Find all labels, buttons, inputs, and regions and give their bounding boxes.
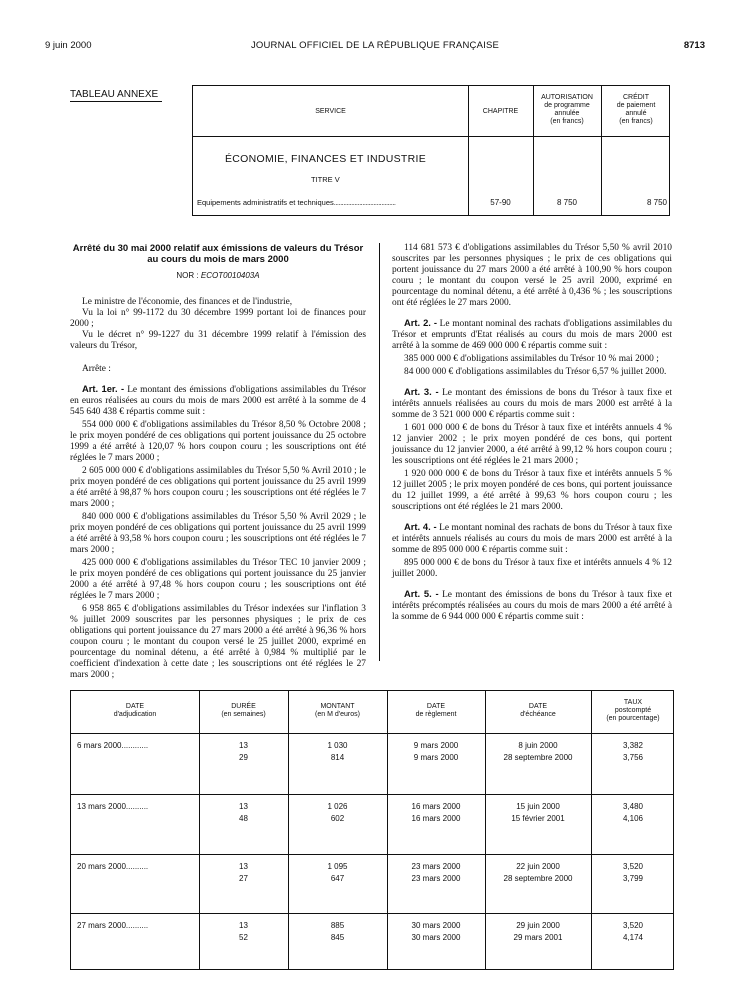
table-divider (71, 913, 673, 914)
row-label: Equipements administratifs et techniques....................................... (197, 198, 396, 207)
table-cell-montant: 885 845 (330, 921, 345, 942)
table-cell-adjudication: 27 mars 2000.......... (77, 921, 149, 930)
paragraph: Vu le décret n° 99-1227 du 31 décembre 1999 relatif à l'émission des valeurs du Trésor, (70, 330, 366, 351)
table-cell-adjudication: 13 mars 2000.......... (77, 802, 149, 811)
table-cell-taux: 3,520 4,174 (622, 921, 644, 942)
header-chapitre: CHAPITRE (482, 108, 519, 115)
table-cell-montant: 1 030 814 (327, 741, 348, 762)
page-header (45, 40, 705, 54)
arrete-word: Arrête : (82, 364, 111, 374)
table-cell-taux: 3,480 4,106 (622, 802, 644, 823)
titre-label: TITRE V (311, 175, 340, 184)
header-service: SERVICE (315, 108, 346, 115)
ministry-name: ÉCONOMIE, FINANCES ET INDUSTRIE (225, 153, 427, 165)
table-cell-reglement: 30 mars 2000 30 mars 2000 (411, 921, 461, 942)
table-cell-adjudication: 6 mars 2000............ (77, 741, 149, 750)
nor-reference: NOR : ECOT0010403A (176, 271, 260, 280)
table-cell-reglement: 23 mars 2000 23 mars 2000 (411, 862, 461, 883)
paragraph: Vu la loi n° 99-1172 du 30 décembre 1999 portant loi de finances pour 2000 ; (70, 308, 366, 329)
column-divider (379, 243, 380, 661)
table-divider (71, 733, 673, 734)
list-item: 84 000 000 € d'obligations assimilables du Trésor 6,57 % juillet 2000. (404, 367, 667, 377)
table-divider (71, 854, 673, 855)
table-cell-duree: 13 29 (239, 741, 248, 762)
annexe-label: TABLEAU ANNEXE (70, 89, 162, 102)
article-5: Art. 5. - Le montant des émissions de bons du Trésor à taux fixe et intérêts précomptés réalisées au cours du mois de mars 2000 a été arrêté à la somme de 6 944 000 000 € répartis comme suit : (392, 588, 673, 622)
list-item: 385 000 000 € d'obligations assimilables du Trésor 10 % mai 2000 ; (404, 354, 659, 364)
article-3: Art. 3. - Le montant des émissions de bons du Trésor à taux fixe et intérêts annuels réalisées au cours du mois de mars 2000 est arrêté à la somme de 3 521 000 000 € répartis comme suit : (392, 386, 673, 420)
table-cell-taux: 3,382 3,756 (622, 741, 644, 762)
table-cell-echeance: 22 juin 2000 28 septembre 2000 (503, 862, 573, 883)
row-chapitre: 57-90 (490, 198, 511, 207)
table-cell-duree: 13 48 (239, 802, 248, 823)
list-item: 6 958 865 € d'obligations assimilables du Trésor indexées sur l'inflation 3 % juillet 2009 souscrites par les personnes physiques ; le prix de ces obligations qui portent jouissance du 27 mars 2000 a été arrêté à 96,36 % hors coupon couru ; le montant du coupon versé le 25 juillet 2000, exprimé en pourcentage du nominal détenu, a été arrêté à 0,984 % multiplié par le coefficient d'indexation à cette date ; les souscriptions ont été réglées le 27 mars 2000 ; (70, 604, 366, 680)
left-text-column (70, 243, 366, 681)
table-cell-taux: 3,520 3,799 (622, 862, 644, 883)
list-item: 895 000 000 € de bons du Trésor à taux fixe et intérêts annuels 4 % 12 juillet 2000. (392, 558, 672, 579)
header-montant: MONTANT (en M d'euros) (315, 703, 360, 718)
table-cell-duree: 13 52 (239, 921, 248, 942)
list-item: 2 605 000 000 € d'obligations assimilables du Trésor 5,50 % Avril 2010 ; le prix moyen pondéré de ces obligations qui portent jouissance du 25 avril 1999 a été arrêté à 98,87 % hors coupon couru ; les souscriptions ont été réglées le 7 mars 2000 ; (70, 466, 366, 509)
paragraph: Le ministre de l'économie, des finances et de l'industrie, (82, 297, 293, 307)
article-1: Art. 1er. - Le montant des émissions d'obligations assimilables du Trésor en euros réalisées au cours du mois de mars 2000 est arrêté à la somme de 4 545 640 438 € répartis comme suit : (70, 383, 367, 417)
arrete-title: Arrêté du 30 mai 2000 relatif aux émissions de valeurs du Trésor au cours du mois de mars 2000 (72, 243, 364, 265)
table-cell-reglement: 16 mars 2000 16 mars 2000 (411, 802, 461, 823)
table-cell-duree: 13 27 (239, 862, 248, 883)
row-credit: 8 750 (646, 198, 667, 207)
table-divider (468, 86, 469, 215)
table-divider (193, 136, 669, 137)
article-4: Art. 4. - Le montant nominal des rachats de bons du Trésor à taux fixe et intérêts annuels réalisés au cours du mois de mars 2000 est arrêté à la somme de 895 000 000 € répartis comme suit : (392, 521, 672, 555)
header-duree: DURÉE (en semaines) (221, 703, 266, 718)
header-taux: TAUX postcompté (en pourcentage) (606, 699, 660, 722)
list-item: 840 000 000 € d'obligations assimilables du Trésor 5,50 % Avril 2029 ; le prix moyen pondéré de ces obligations qui portent jouissance du 25 avril 1999 a été arrêté à 93,58 % hors coupon couru ; les souscriptions ont été réglées le 7 mars 2000 ; (70, 512, 366, 555)
header-autorisation: AUTORISATION de programme annulée (en francs) (541, 94, 593, 125)
table-cell-echeance: 8 juin 2000 28 septembre 2000 (503, 741, 573, 762)
list-item: 114 681 573 € d'obligations assimilables du Trésor 5,50 % avril 2010 souscrites par les personnes physiques ; le prix de ces obligations qui portent jouissance du 27 mars 2000 a été arrêté à 100,90 % hors coupon couru ; le montant du coupon versé le 25 avril 2000, exprimé en pourcentage du nominal détenu, a été arrêté à 0,436 % ; les souscriptions ont été réglées le 27 mars 2000. (392, 243, 672, 308)
row-autorisation: 8 750 (556, 198, 578, 207)
header-echeance: DATE d'échéance (520, 703, 556, 718)
header-date: 9 juin 2000 (45, 40, 92, 51)
list-item: 554 000 000 € d'obligations assimilables du Trésor 8,50 % Octobre 2008 ; le prix moyen pondéré de ces obligations qui portent jouissance du 25 octobre 1999 a été arrêté à 120,07 % hors coupon couru ; les souscriptions ont été réglées le 7 mars 2000 ; (70, 420, 366, 463)
table-divider (71, 794, 673, 795)
table-cell-echeance: 29 juin 2000 29 mars 2001 (513, 921, 563, 942)
right-text-column (392, 243, 672, 623)
list-item: 1 601 000 000 € de bons du Trésor à taux fixe et intérêts annuels 4 % 12 janvier 2002 ; le prix moyen pondéré de ces bons, qui portent jouissance du 12 janvier 2000, a été arrêté à 99,12 % hors coupon couru ; les souscriptions ont été réglées le 21 mars 2000 ; (392, 423, 672, 466)
table-cell-reglement: 9 mars 2000 9 mars 2000 (413, 741, 459, 762)
journal-title: JOURNAL OFFICIEL DE LA RÉPUBLIQUE FRANÇAISE (250, 40, 500, 51)
page-number: 8713 (683, 40, 705, 51)
article-2: Art. 2. - Le montant nominal des rachats d'obligations assimilables du Trésor et emprunts d'Etat réalisés au cours du mois de mars 2000 est arrêté à la somme de 469 000 000 € répartis comme suit : (392, 317, 673, 351)
table-cell-echeance: 15 juin 2000 15 février 2001 (511, 802, 565, 823)
table-cell-montant: 1 026 602 (327, 802, 348, 823)
header-adjudication: DATE d'adjudication (113, 703, 157, 718)
table-cell-montant: 1 095 647 (327, 862, 348, 883)
issuance-table (70, 690, 674, 970)
list-item: 425 000 000 € d'obligations assimilables du Trésor TEC 10 janvier 2009 ; le prix moyen pondéré de ces obligations qui portent jouissance du 25 janvier 2000 a été arrêté à 97,48 % hors coupon couru ; les souscriptions ont été réglées le 7 mars 2000 ; (70, 558, 366, 601)
list-item: 1 920 000 000 € de bons du Trésor à taux fixe et intérêts annuels 5 % 12 juillet 2005 ; le prix moyen pondéré de ces bons, qui portent jouissance du 12 juillet 1999, a été arrêté à 99,63 % hors coupon couru ; les souscriptions ont été réglées le 21 mars 2000. (392, 469, 672, 512)
annexe-table (192, 85, 670, 216)
table-cell-adjudication: 20 mars 2000.......... (77, 862, 149, 871)
header-reglement: DATE de règlement (415, 703, 457, 718)
header-credit: CRÉDIT de paiement annulé (en francs) (616, 94, 656, 125)
